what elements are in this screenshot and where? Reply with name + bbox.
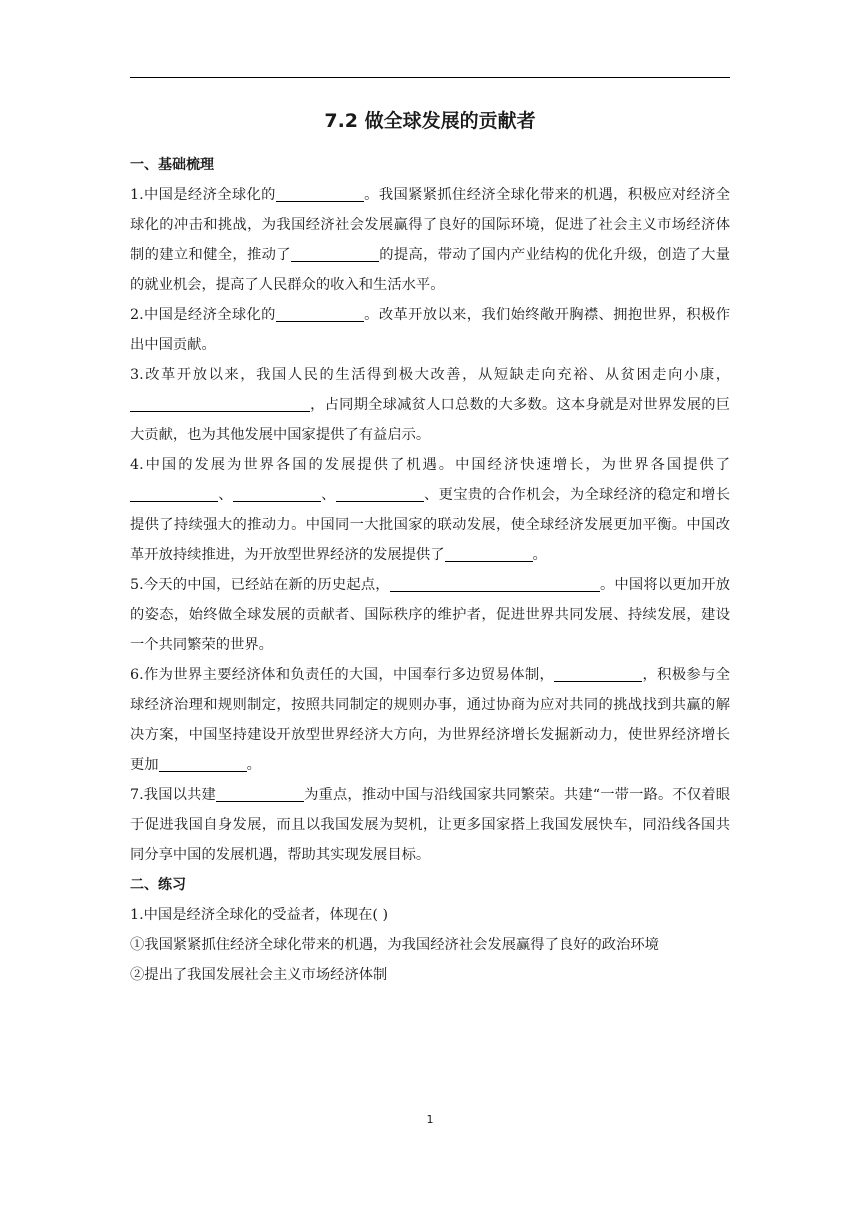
fill-blank[interactable] [216, 785, 304, 802]
item-5: 5.今天的中国，已经站在新的历史起点， 。中国将以更加开放的姿态，始终做全球发展的贡献者、国际秩序的维护者，促进世界共同发展、持续发展，建设一个共同繁荣的世界。 [130, 577, 730, 653]
fill-blank[interactable] [291, 245, 379, 262]
header-rule [130, 77, 730, 78]
page-number: 1 [426, 1113, 434, 1126]
item-2: 2.中国是经济全球化的 。改革开放以来，我们始终敞开胸襟、拥抱世界，积极作出中国贡献。 [130, 307, 731, 353]
fill-blank[interactable] [159, 755, 247, 772]
section-heading-basics: 一、基础梳理 [130, 157, 214, 173]
document-body [130, 108, 730, 990]
item-7: 7.我国以共建 为重点，推动中国与沿线国家共同繁荣。共建“一带一路。不仅着眼于促进我国自身发展，而且以我国发展为契机，让更多国家搭上我国发展快车，同沿线各国共同分享中国的发展机遇，帮助其实现发展目标。 [130, 787, 730, 863]
document-title: 7.2 做全球发展的贡献者 [324, 110, 536, 132]
practice-option: ②提出了我国发展社会主义市场经济体制 [130, 967, 388, 983]
practice-option: ①我国紧紧抓住经济全球化带来的机遇，为我国经济社会发展赢得了良好的政治环境 [130, 937, 659, 953]
fill-blank[interactable] [276, 185, 364, 202]
fill-blank[interactable] [390, 575, 600, 592]
section-heading-practice: 二、练习 [130, 877, 186, 893]
fill-blank[interactable] [130, 395, 310, 412]
fill-blank[interactable] [336, 485, 424, 502]
fill-blank[interactable] [276, 305, 364, 322]
fill-blank[interactable] [445, 545, 533, 562]
item-6: 6.作为世界主要经济体和负责任的大国，中国奉行多边贸易体制， ，积极参与全球经济治理和规则制定，按照共同制定的规则办事，通过协商为应对共同的挑战找到共赢的解决方案，中国坚持建设开放型世界经济大方向，为世界经济增长发掘新动力，使世界经济增长更加 。 [130, 667, 731, 773]
item-3: 3.改革开放以来，我国人民的生活得到极大改善，从短缺走向充裕、从贫困走向小康，，占同期全球减贫人口总数的大多数。这本身就是对世界发展的巨大贡献，也为其他发展中国家提供了有益启示。 [130, 367, 730, 443]
fill-blank[interactable] [554, 665, 642, 682]
item-4: 4.中国的发展为世界各国的发展提供了机遇。中国经济快速增长，为世界各国提供了、 、 、更宝贵的合作机会，为全球经济的稳定和增长提供了持续强大的推动力。中国同一大批国家的联动发展，使全球经济发展更加平衡。中国改革开放持续推进，为开放型世界经济的发展提供了 。 [130, 457, 731, 563]
practice-question: 1.中国是经济全球化的受益者，体现在( ) [130, 907, 389, 923]
fill-blank[interactable] [130, 485, 218, 502]
item-1: 1.中国是经济全球化的 。我国紧紧抓住经济全球化带来的机遇，积极应对经济全球化的冲击和挑战，为我国经济社会发展赢得了良好的国际环境，促进了社会主义市场经济体制的建立和健全，推动了 的提高，带动了国内产业结构的优化升级，创造了大量的就业机会，提高了人民群众的收入和生活水平。 [130, 187, 731, 293]
fill-blank[interactable] [233, 485, 321, 502]
